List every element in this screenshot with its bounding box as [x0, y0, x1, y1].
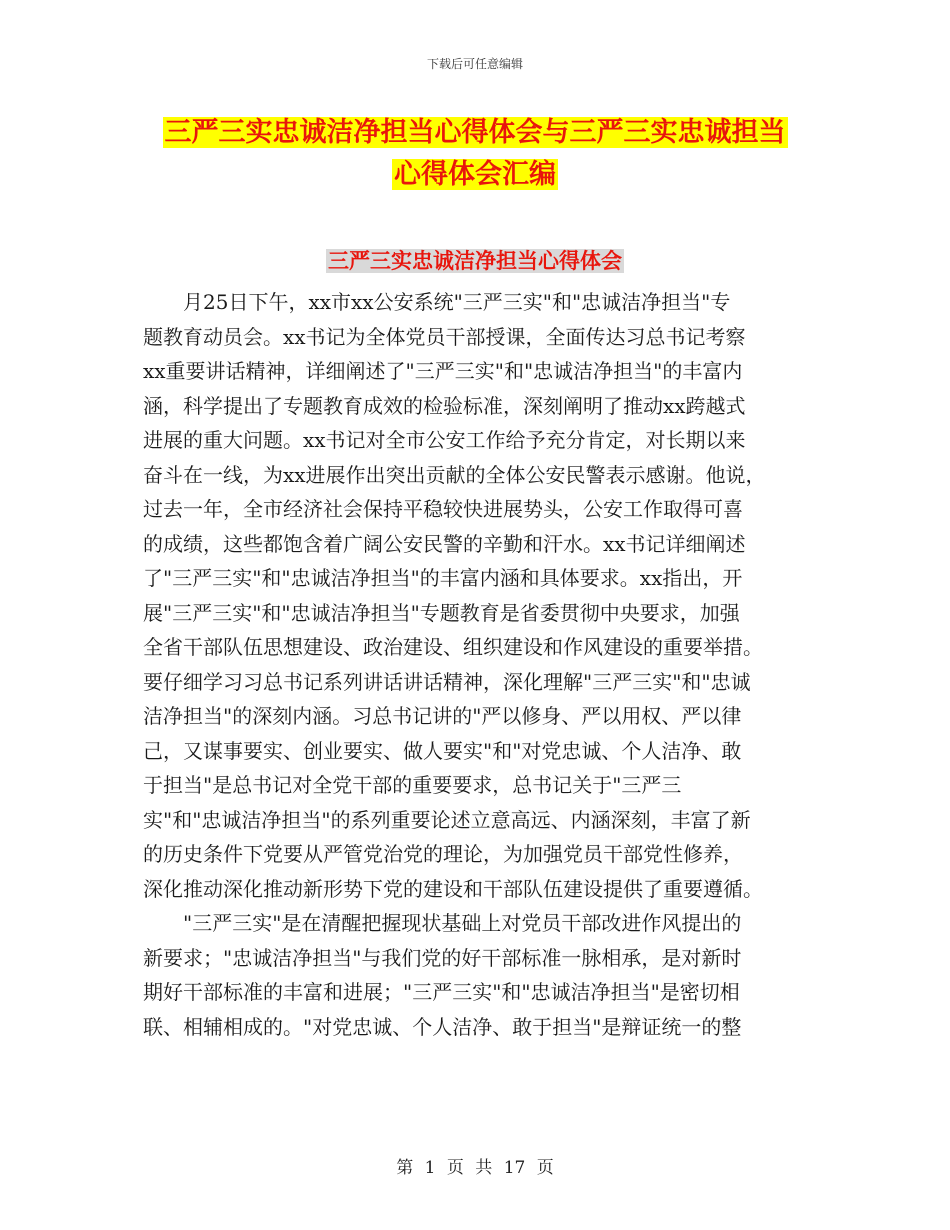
- text-line: 联、相辅相成的。"对党忠诚、个人洁净、敢于担当"是辩证统一的整: [143, 1014, 742, 1039]
- text-line: 新要求；"忠诚洁净担当"与我们党的好干部标准一脉相承，是对新时: [143, 945, 742, 970]
- text-line: 的历史条件下党要从严管党治党的理论，为加强党员干部党性修养，: [143, 842, 743, 866]
- document-title-text: 三严三实忠诚洁净担当心得体会与三严三实忠诚担当: [164, 117, 786, 148]
- article-body: [143, 285, 811, 1044]
- text-line: 涵，科学提出了专题教育成效的检验标准，深刻阐明了推动xx跨越式: [143, 393, 746, 418]
- document-title-line: [0, 154, 950, 196]
- text-line: 要仔细学习习总书记系列讲话讲话精神，深化理解"三严三实"和"忠诚: [143, 669, 751, 694]
- text-line: 深化推动深化推动新形势下党的建设和干部队伍建设提供了重要遵循。: [143, 876, 763, 901]
- text-line: "三严三实"是在清醒把握现状基础上对党员干部改进作风提出的: [143, 911, 742, 935]
- page-number-footer: 第 1 页 共 17 页: [396, 1158, 554, 1178]
- text-line: 题教育动员会。xx书记为全体党员干部授课，全面传达习总书记考察: [143, 324, 746, 349]
- document-title-text: 心得体会汇编: [394, 159, 556, 190]
- section-heading-text: 三严三实忠诚洁净担当心得体会: [328, 249, 622, 273]
- text-line: 的成绩，这些都饱含着广阔公安民警的辛勤和汗水。xx书记详细阐述: [143, 531, 746, 556]
- text-line: 实"和"忠诚洁净担当"的系列重要论述立意高远、内涵深刻，丰富了新: [143, 807, 751, 832]
- paragraph-1: [143, 285, 811, 906]
- text-line: 期好干部标准的丰富和进展；"三严三实"和"忠诚洁净担当"是密切相: [143, 980, 740, 1004]
- document-title: [0, 112, 950, 196]
- text-line: 于担当"是总书记对全党干部的重要要求，总书记关于"三严三: [143, 773, 682, 797]
- page-header-note: 下载后可任意编辑: [426, 57, 523, 71]
- text-line: xx重要讲话精神，详细阐述了"三严三实"和"忠诚洁净担当"的丰富内: [143, 359, 743, 383]
- document-title-line: [0, 112, 950, 154]
- text-line: 奋斗在一线，为xx进展作出突出贡献的全体公安民警表示感谢。他说，: [143, 462, 766, 487]
- text-line: 全省干部队伍思想建设、政治建设、组织建设和作风建设的重要举措。: [143, 635, 763, 659]
- text-line: 了"三严三实"和"忠诚洁净担当"的丰富内涵和具体要求。xx指出，开: [143, 566, 743, 590]
- text-line: 进展的重大问题。xx书记对全市公安工作给予充分肯定，对长期以来: [143, 428, 746, 452]
- text-line: 己，又谋事要实、创业要实、做人要实"和"对党忠诚、个人洁净、敢: [143, 738, 742, 763]
- text-line: 洁净担当"的深刻内涵。习总书记讲的"严以修身、严以用权、严以律: [143, 704, 742, 728]
- section-heading: [0, 244, 950, 278]
- paragraph-2: [143, 906, 811, 1044]
- text-line: 月25日下午，xx市xx公安系统"三严三实"和"忠诚洁净担当"专: [143, 290, 731, 314]
- text-line: 展"三严三实"和"忠诚洁净担当"专题教育是省委贯彻中央要求，加强: [143, 600, 740, 625]
- text-line: 过去一年，全市经济社会保持平稳较快进展势头，公安工作取得可喜: [143, 497, 743, 521]
